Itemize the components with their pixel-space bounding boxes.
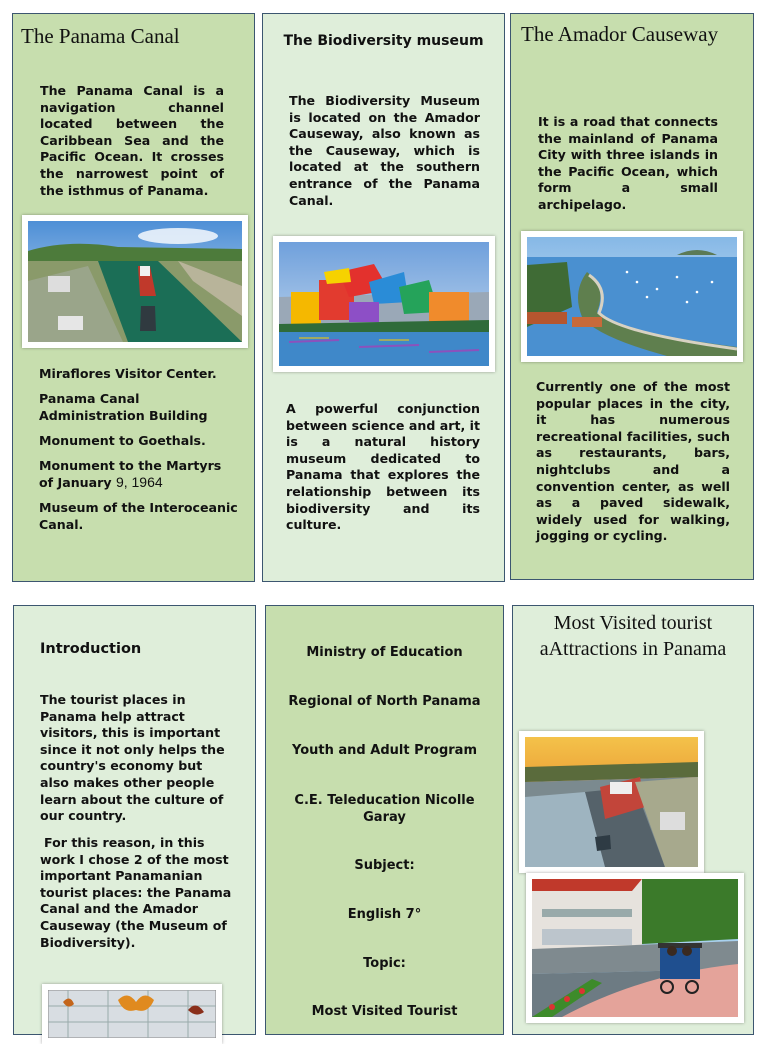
place-text: Monument to the Martyrs of January	[39, 458, 222, 490]
panama-canal-description: The Panama Canal is a navigation channel located between the Caribbean Sea and the Pacific Ocean. It crosses the narrowest point of the isthmus of Panama.	[40, 83, 224, 198]
canal-places-list	[39, 365, 239, 541]
list-item	[39, 365, 239, 382]
program-text: Youth and Adult Program	[292, 743, 477, 758]
biodiversity-panel	[262, 13, 505, 582]
biodiversity-title: The Biodiversity museum	[283, 33, 484, 49]
amador-title: The Amador Causeway	[521, 22, 719, 46]
place-text: Miraflores Visitor Center.	[39, 366, 217, 381]
cover-panel	[512, 605, 754, 1035]
amador-cycling-photo	[526, 873, 744, 1023]
topic-label: Topic:	[363, 956, 406, 971]
place-date: 9, 1964	[115, 474, 163, 490]
subject-label: Subject:	[354, 858, 415, 873]
canal-sunset-photo	[519, 731, 704, 873]
amador-detail: Currently one of the most popular places in the city, it has numerous recreational facilities, such as restaurants, bars, nightclubs and a convention center, as well as a paved sidewalk, widely used for walking, jogging or cycling.	[536, 379, 730, 544]
causeway-photo	[521, 231, 743, 362]
biodiversity-description: The Biodiversity Museum is located on the Amador Causeway, also known as the Causeway, which is located at the southern entrance of the Panama Canal.	[289, 93, 480, 208]
subject-value: English 7°	[347, 907, 422, 922]
topic-value: Most Visited Tourist	[311, 1004, 458, 1019]
amador-description: It is a road that connects the mainland of Panama City with three islands in the Pacific Ocean, which form a small archipelago.	[538, 114, 718, 212]
cover-title: Most Visited tourist aAttractions in Panama	[539, 612, 727, 660]
list-item	[39, 390, 239, 424]
panama-canal-title: The Panama Canal	[21, 24, 180, 48]
biomuseo-photo	[273, 236, 495, 372]
place-text: Panama Canal Administration Building	[39, 391, 208, 423]
school-text: C.E. Teleducation Nicolle Garay	[294, 793, 475, 825]
list-item	[39, 499, 239, 533]
cover-info-panel	[265, 605, 504, 1035]
amador-panel	[510, 13, 754, 580]
introduction-paragraph-1: The tourist places in Panama help attract visitors, this is important since it not only helps the country's economy but also makes other people learn about the culture of our country.	[40, 692, 225, 824]
place-text: Museum of the Interoceanic Canal.	[39, 500, 238, 532]
ministry-text: Ministry of Education	[306, 645, 463, 660]
introduction-title: Introduction	[40, 641, 142, 657]
canal-locks-photo	[22, 215, 248, 348]
place-text: Monument to Goethals.	[39, 433, 206, 448]
biodiversity-detail: A powerful conjunction between science and art, it is a natural history museum dedicated to Panama that explores the relationship between its biodiversity and its culture.	[286, 401, 480, 533]
butterfly-photo	[42, 984, 222, 1044]
introduction-panel	[13, 605, 256, 1035]
list-item	[39, 432, 239, 449]
list-item	[39, 457, 239, 491]
regional-text: Regional of North Panama	[288, 694, 481, 709]
introduction-paragraph-2: For this reason, in this work I chose 2 of the most important Panamanian tourist places: the Panama Canal and the Amador Causeway (the Museum of Biodiversity).	[40, 835, 232, 950]
panama-canal-panel	[12, 13, 255, 582]
